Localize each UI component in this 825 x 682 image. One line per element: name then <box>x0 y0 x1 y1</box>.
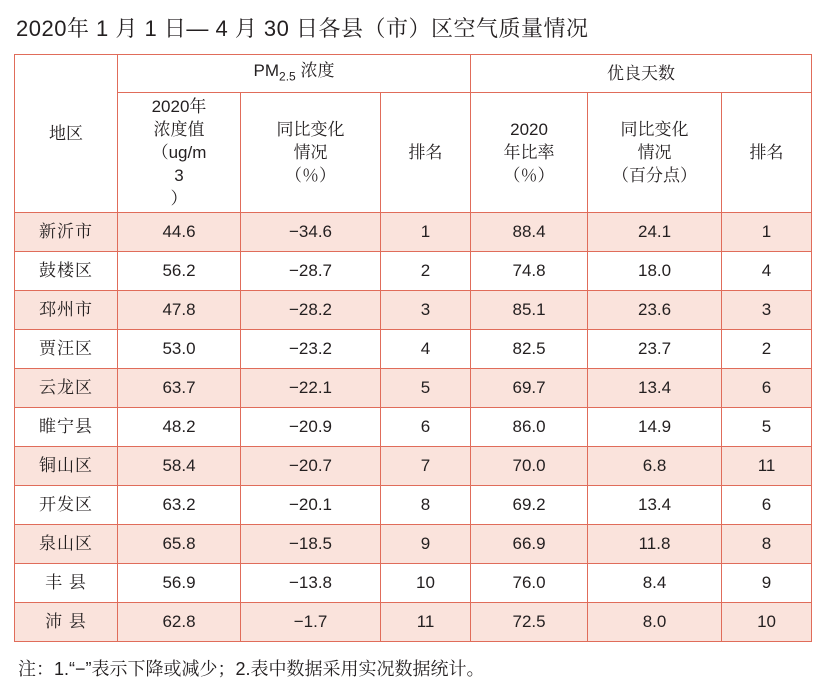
cell-good-rank: 1 <box>722 213 812 252</box>
good-change-line2: 情况 <box>637 143 672 162</box>
table-row <box>15 564 812 603</box>
header-row-groups <box>15 55 812 93</box>
cell-pm-rank: 7 <box>381 447 471 486</box>
column-header-good-days: 优良天数 <box>471 55 812 93</box>
cell-pm-rank: 1 <box>381 213 471 252</box>
cell-good-value: 72.5 <box>471 603 588 642</box>
cell-pm-change: −13.8 <box>241 564 381 603</box>
table-row <box>15 447 812 486</box>
table-row <box>15 525 812 564</box>
cell-region: 云龙区 <box>15 369 118 408</box>
cell-good-change: 14.9 <box>588 408 722 447</box>
cell-good-value: 88.4 <box>471 213 588 252</box>
cell-good-change: 8.4 <box>588 564 722 603</box>
cell-pm-value: 56.9 <box>118 564 241 603</box>
cell-good-change: 23.6 <box>588 291 722 330</box>
cell-region: 开发区 <box>15 486 118 525</box>
cell-good-value: 69.2 <box>471 486 588 525</box>
table-row <box>15 213 812 252</box>
good-change-line1: 同比变化 <box>620 120 689 139</box>
cell-good-rank: 6 <box>722 486 812 525</box>
cell-pm-value: 53.0 <box>118 330 241 369</box>
cell-pm-change: −23.2 <box>241 330 381 369</box>
good-value-line2: 年比率 <box>503 143 555 162</box>
cell-pm-rank: 9 <box>381 525 471 564</box>
cell-good-rank: 6 <box>722 369 812 408</box>
cell-good-value: 86.0 <box>471 408 588 447</box>
cell-good-rank: 5 <box>722 408 812 447</box>
pm25-label-prefix: PM <box>253 60 280 80</box>
cell-region: 邳州市 <box>15 291 118 330</box>
cell-pm-change: −22.1 <box>241 369 381 408</box>
cell-good-change: 23.7 <box>588 330 722 369</box>
header-row-subcolumns <box>15 93 812 213</box>
cell-good-value: 70.0 <box>471 447 588 486</box>
column-header-region: 地区 <box>15 55 118 213</box>
cell-pm-value: 47.8 <box>118 291 241 330</box>
cell-good-change: 18.0 <box>588 252 722 291</box>
good-value-line3: （％） <box>503 166 555 185</box>
cell-pm-change: −28.7 <box>241 252 381 291</box>
pm-change-line2: 情况 <box>293 143 328 162</box>
column-header-good-change <box>588 93 722 213</box>
cell-good-value: 74.8 <box>471 252 588 291</box>
air-quality-table <box>14 54 812 642</box>
table-body <box>15 213 812 642</box>
cell-good-value: 82.5 <box>471 330 588 369</box>
cell-good-rank: 3 <box>722 291 812 330</box>
column-header-pm-change <box>241 93 381 213</box>
table-row <box>15 486 812 525</box>
cell-region: 睢宁县 <box>15 408 118 447</box>
table-row <box>15 603 812 642</box>
table-row <box>15 408 812 447</box>
column-header-pm25 <box>118 55 471 93</box>
column-header-good-value <box>471 93 588 213</box>
cell-good-rank: 10 <box>722 603 812 642</box>
page-title: 2020年 1 月 1 日— 4 月 30 日各县（市）区空气质量情况 <box>16 16 589 41</box>
column-header-pm-value <box>118 93 241 213</box>
cell-pm-value: 63.2 <box>118 486 241 525</box>
cell-pm-change: −28.2 <box>241 291 381 330</box>
cell-good-value: 69.7 <box>471 369 588 408</box>
cell-region: 丰 县 <box>15 564 118 603</box>
table-row <box>15 330 812 369</box>
cell-pm-value: 62.8 <box>118 603 241 642</box>
cell-region: 鼓楼区 <box>15 252 118 291</box>
cell-pm-rank: 4 <box>381 330 471 369</box>
cell-pm-value: 44.6 <box>118 213 241 252</box>
pm-change-line1: 同比变化 <box>276 120 345 139</box>
cell-region: 新沂市 <box>15 213 118 252</box>
cell-good-value: 85.1 <box>471 291 588 330</box>
cell-pm-value: 48.2 <box>118 408 241 447</box>
cell-region: 铜山区 <box>15 447 118 486</box>
cell-pm-rank: 8 <box>381 486 471 525</box>
cell-good-value: 76.0 <box>471 564 588 603</box>
cell-pm-change: −20.9 <box>241 408 381 447</box>
cell-pm-change: −34.6 <box>241 213 381 252</box>
cell-pm-rank: 3 <box>381 291 471 330</box>
cell-pm-rank: 11 <box>381 603 471 642</box>
pm-value-line3: （ug/m 3 ） <box>151 143 207 208</box>
table-row <box>15 291 812 330</box>
pm-value-line2: 浓度值 <box>153 120 205 139</box>
cell-pm-change: −1.7 <box>241 603 381 642</box>
cell-pm-change: −20.1 <box>241 486 381 525</box>
cell-good-change: 24.1 <box>588 213 722 252</box>
table-header <box>15 55 812 213</box>
pm-value-line1: 2020年 <box>151 97 207 116</box>
pm25-label-subscript: 2.5 <box>279 69 296 84</box>
column-header-pm-rank: 排名 <box>381 93 471 213</box>
cell-region: 泉山区 <box>15 525 118 564</box>
cell-pm-rank: 2 <box>381 252 471 291</box>
cell-pm-change: −18.5 <box>241 525 381 564</box>
cell-good-change: 11.8 <box>588 525 722 564</box>
cell-good-change: 6.8 <box>588 447 722 486</box>
cell-pm-value: 65.8 <box>118 525 241 564</box>
cell-region: 贾汪区 <box>15 330 118 369</box>
cell-good-value: 66.9 <box>471 525 588 564</box>
table-note: 注：1.“−”表示下降或减少；2.表中数据采用实况数据统计。 <box>18 659 485 679</box>
pm-change-line3: （％） <box>285 166 336 185</box>
cell-good-rank: 4 <box>722 252 812 291</box>
cell-region: 沛 县 <box>15 603 118 642</box>
pm25-label-suffix: 浓度 <box>295 60 335 80</box>
cell-good-change: 13.4 <box>588 486 722 525</box>
cell-good-rank: 8 <box>722 525 812 564</box>
cell-good-change: 13.4 <box>588 369 722 408</box>
cell-good-rank: 11 <box>722 447 812 486</box>
cell-pm-rank: 5 <box>381 369 471 408</box>
cell-good-rank: 2 <box>722 330 812 369</box>
cell-pm-value: 63.7 <box>118 369 241 408</box>
good-change-line3: （百分点） <box>612 166 698 185</box>
table-row <box>15 252 812 291</box>
cell-good-change: 8.0 <box>588 603 722 642</box>
column-header-good-rank: 排名 <box>722 93 812 213</box>
table-row <box>15 369 812 408</box>
good-value-line1: 2020 <box>510 120 548 139</box>
cell-pm-change: −20.7 <box>241 447 381 486</box>
cell-good-rank: 9 <box>722 564 812 603</box>
cell-pm-rank: 6 <box>381 408 471 447</box>
cell-pm-value: 58.4 <box>118 447 241 486</box>
cell-pm-value: 56.2 <box>118 252 241 291</box>
cell-pm-rank: 10 <box>381 564 471 603</box>
